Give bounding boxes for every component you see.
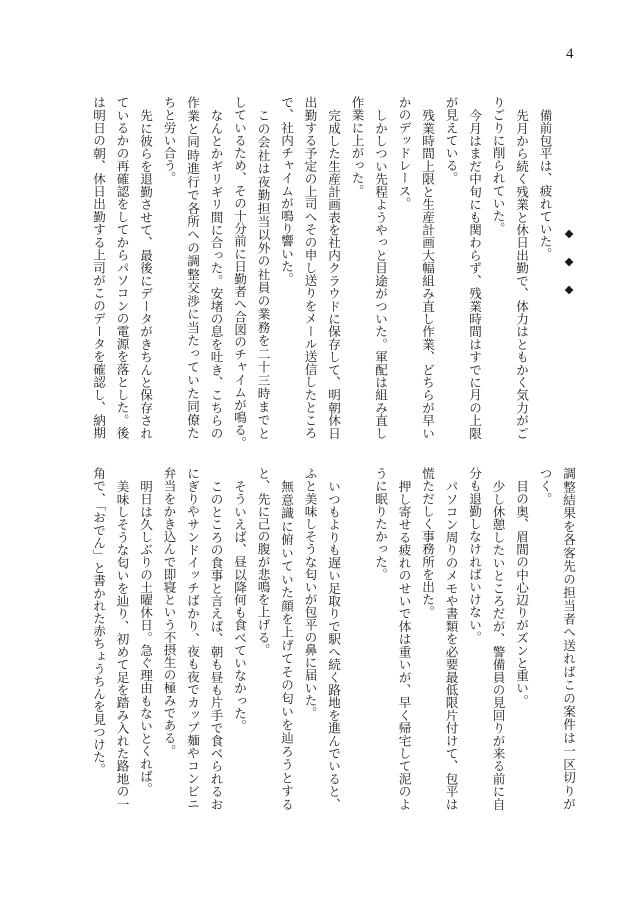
blank-line	[344, 467, 368, 810]
text-line: と、先に己の腹が悲鳴を上げる。	[255, 467, 270, 656]
text-line: 作業に上がった。	[349, 96, 364, 197]
text-line: いつもよりも遅い足取りで駅へ続く路地を進んでいると、	[326, 479, 340, 810]
lower-text-block	[85, 467, 579, 810]
text-line: は明日の朝、休日出勤する上司がこのデータを確認し、納期	[91, 96, 105, 439]
text-line: 先月から続く残業と休日出勤で、体力はともかく気力がご	[514, 108, 528, 439]
text-line: パソコン周りのメモや書類を必要最低限片付けて、包平は	[443, 479, 458, 810]
text-line: にぎりやサンドイッチばかり、夜も夜でカップ麺やコンビニ	[185, 467, 199, 810]
page-number: 4	[566, 46, 574, 62]
text-line: 作業と同時進行で各所への調整交渉に当たっていた同僚た	[185, 96, 199, 439]
text-line: 先に彼らを退勤させて、最後にデータがきちんと保存され	[138, 108, 152, 439]
text-line: 分も退勤しなければいけない。	[467, 467, 481, 644]
text-line: ているかの再確認をしてからパソコンの電源を落とした。後	[114, 96, 129, 439]
text-line: つく。	[537, 467, 552, 505]
text-line: が見えている。	[443, 96, 458, 185]
text-line: しているため、その十分前に日勤者へ合図のチャイムが鳴る。	[232, 96, 246, 449]
text-line: 残業時間上限と生産計画大幅組み直し作業、どちらが早い	[420, 108, 434, 439]
text-line: ちと労い合う。	[161, 96, 176, 185]
upper-text-block	[85, 96, 579, 449]
text-line: 美味しそうな匂いを辿り、初めて足を踏み入れた路地の一	[114, 479, 129, 810]
text-line: しかしつい先程ようやっと目途がついた。軍配は組み直し	[373, 108, 387, 439]
text-line: で、社内チャイムが鳴り響いた。	[279, 96, 293, 285]
text-line: かのデッドレース。	[396, 96, 411, 210]
text-line: ふと美味しそうな匂いが包平の鼻に届いた。	[302, 467, 317, 719]
text-line: そういえば、昼以降何も食べていなかった。	[232, 479, 246, 732]
text-line: 完成した生産計画表を社内クラウドに保存して、明朝休日	[326, 108, 340, 439]
text-line: うに眠りたかった。	[373, 467, 387, 581]
text-line: 角で、「おでん」と書かれた赤ちょうちんを見つけた。	[91, 467, 105, 776]
text-line: 今月はまだ中旬にも関わらず、残業時間はすでに月の上限	[467, 108, 481, 439]
text-line: この会社は夜勤担当以外の社員の業務を二十三時までと	[255, 108, 270, 439]
text-line: 無意識に俯いていた顔を上げてその匂いを辿ろうとする	[279, 479, 293, 810]
text-line: 慌ただしく事務所を出た。	[420, 467, 434, 619]
text-line: 調整結果を各客先の担当者へ送ればこの案件は一区切りが	[561, 467, 575, 810]
text-line: なんとかギリギリ間に合った。安堵の息を吐き、こちらの	[208, 108, 223, 439]
text-line: りごりに削られていた。	[490, 96, 505, 235]
text-line: 出勤する予定の上司へその申し送りをメール送信したところ	[302, 96, 317, 439]
text-line: 押し寄せる疲れのせいで体は重いが、早く帰宅して泥のよ	[396, 479, 411, 810]
text-line: 明日は久しぶりの土曜休日。急ぐ理由もないとくれば。	[138, 479, 152, 795]
text-line: 弁当をかき込んで即寝という不摂生の極みである。	[161, 467, 176, 757]
text-line: 少し休憩したいところだが、警備員の見回りが来る前に自	[490, 479, 505, 810]
text-line: 目の奥、眉間の中心辺りがズンと重い。	[514, 479, 528, 707]
text-line: このところの食事と言えば、朝も昼も片手で食べられるお	[208, 479, 223, 810]
scene-break: ◆◆◆	[562, 225, 574, 310]
text-line: 備前包平は、疲れていた。	[537, 108, 552, 260]
